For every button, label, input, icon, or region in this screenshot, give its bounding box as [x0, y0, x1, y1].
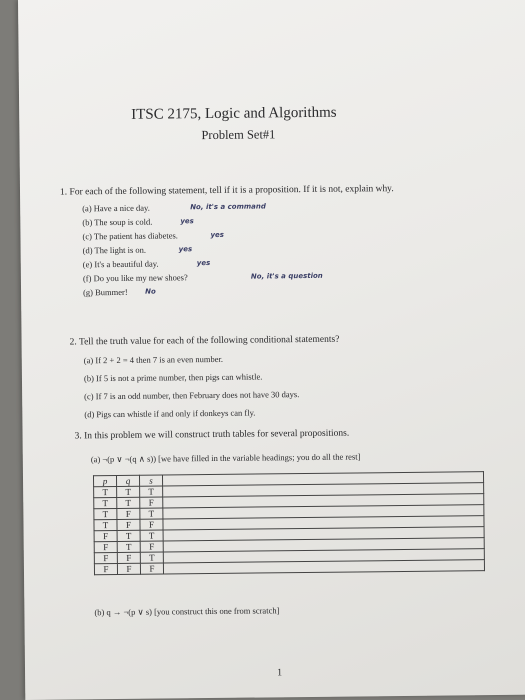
q1-item-label: (d) The light is on. [82, 244, 147, 256]
q2-item: (c) If 7 is an odd number, then February does not have 30 days. [84, 389, 300, 402]
q1-item-label: (f) Do you like my new shoes? [82, 272, 188, 284]
truth-table-cell: T [117, 530, 140, 541]
problem-set-page [18, 0, 525, 700]
document-subtitle: Problem Set#1 [201, 127, 276, 143]
q3-part-b: (b) q → ¬(p ∨ s) [you construct this one from scratch] [94, 605, 280, 618]
truth-table-cell: T [94, 508, 117, 519]
q1-item-label: (c) The patient has diabetes. [82, 230, 178, 242]
truth-table-cell: F [94, 563, 117, 574]
q3-prompt: 3. In this problem we will construct truth tables for several propositions. [74, 428, 350, 442]
q2-item: (a) If 2 + 2 = 4 then 7 is an even number. [83, 353, 224, 366]
q1-handwritten-answer: yes [196, 259, 211, 268]
truth-table-cell: T [117, 486, 140, 497]
q1-handwritten-answer: No, it's a command [190, 202, 266, 212]
truth-table-header-cell: p [93, 475, 116, 486]
truth-table-cell: F [117, 552, 140, 563]
truth-table-cell: F [140, 519, 163, 530]
truth-table-cell: T [117, 497, 140, 508]
truth-table-header-cell: q [116, 475, 139, 486]
q1-item-label: (g) Bummer! [83, 286, 128, 298]
truth-table-cell: T [94, 497, 117, 508]
truth-table-cell: T [140, 530, 163, 541]
document-title: ITSC 2175, Logic and Algorithms [131, 104, 337, 123]
truth-table-cell: F [140, 563, 163, 574]
truth-table-cell: F [117, 563, 140, 574]
truth-table-cell: F [140, 497, 163, 508]
truth-table-header-cell: s [139, 475, 162, 486]
q1-handwritten-answer: yes [178, 245, 193, 254]
truth-table-cell: F [117, 508, 140, 519]
q2-item: (b) If 5 is not a prime number, then pigs can whistle. [83, 371, 263, 384]
truth-table-cell: F [94, 552, 117, 563]
truth-table [93, 471, 485, 575]
q1-handwritten-answer: yes [180, 217, 194, 226]
q2-item: (d) Pigs can whistle if and only if donkeys can fly. [84, 407, 256, 420]
truth-table-cell: F [94, 530, 117, 541]
q1-handwritten-answer: No [145, 287, 156, 296]
q2-prompt: 2. Tell the truth value for each of the following conditional statements? [69, 334, 340, 348]
q1-handwritten-answer: yes [210, 230, 224, 239]
truth-table-cell: F [140, 541, 163, 552]
q1-item-label: (b) The soup is cold. [82, 216, 153, 228]
truth-table-blank-cell [163, 560, 484, 574]
q1-item-label: (a) Have a nice day. [82, 202, 150, 214]
truth-table-cell: T [140, 486, 163, 497]
truth-table-cell: T [94, 519, 117, 530]
truth-table-cell: T [140, 508, 163, 519]
q1-handwritten-answer: No, it's a question [250, 271, 323, 281]
truth-table-cell: F [117, 519, 140, 530]
truth-table-cell: F [94, 541, 117, 552]
q3-part-a: (a) ¬(p ∨ ¬(q ∧ s)) [we have filled in the variable headings; you do all the rest] [90, 451, 361, 465]
q1-item-label: (e) It's a beautiful day. [82, 258, 159, 270]
page-number: 1 [277, 667, 283, 679]
truth-table-cell: T [94, 486, 117, 497]
q1-prompt: 1. For each of the following statement, tell if it is a proposition. If it is not, explain why. [59, 184, 394, 198]
truth-table-cell: T [117, 541, 140, 552]
truth-table-cell: T [140, 552, 163, 563]
